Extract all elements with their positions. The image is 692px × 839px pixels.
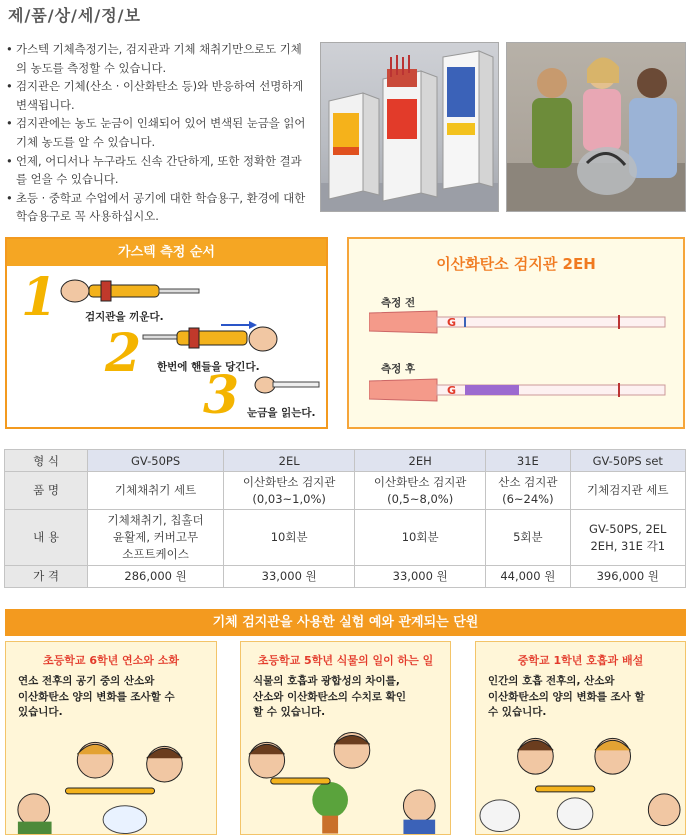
row-header: 가 격 bbox=[5, 566, 88, 588]
column-header: GV-50PS bbox=[88, 450, 224, 472]
table-row bbox=[5, 472, 686, 510]
measurement-steps-panel bbox=[5, 237, 328, 429]
unit-card bbox=[240, 641, 451, 835]
table-cell: 기체채취기 세트 bbox=[88, 472, 224, 510]
unit-title: 초등학교 6학년 연소와 소화 bbox=[42, 654, 180, 667]
feature-item: • 검지관에는 농도 눈금이 인쇄되어 있어 변색된 눈금을 읽어 기체 농도를 알 수 있습니다. bbox=[6, 114, 308, 151]
table-cell: 기체채취기, 칩홀더 윤활제, 커버고무 소프트케이스 bbox=[88, 510, 224, 566]
students-illustration bbox=[507, 43, 686, 212]
step-number: 1 bbox=[21, 267, 58, 328]
unit-description: 인간의 호흡 전후의, 산소와 이산화탄소의 양의 변화를 조사 할 수 있습니다. bbox=[488, 675, 645, 718]
step-label: 검지관을 끼운다. bbox=[85, 311, 164, 323]
table-cell: 10회분 bbox=[355, 510, 486, 566]
co2-tube-panel bbox=[347, 237, 685, 429]
table-cell: GV-50PS, 2EL 2EH, 31E 각1 bbox=[570, 510, 686, 566]
table-cell: 산소 검지관 (6~24%) bbox=[486, 472, 570, 510]
plant-scene-illustration bbox=[241, 730, 450, 835]
tube-before-illustration bbox=[369, 309, 669, 335]
measurement-steps-title: 가스텍 측정 순서 bbox=[7, 239, 326, 266]
table-header-row bbox=[5, 450, 686, 472]
unit-description: 연소 전후의 공기 중의 산소와 이산화탄소 양의 변화를 조사할 수 있습니다. bbox=[18, 675, 175, 718]
feature-list bbox=[6, 40, 308, 226]
column-header: 2EL bbox=[224, 450, 355, 472]
pump-pull-illustration bbox=[137, 319, 287, 359]
table-cell: 기체검지관 세트 bbox=[570, 472, 686, 510]
table-cell: 이산화탄소 검지관 (0,03~1,0%) bbox=[224, 472, 355, 510]
table-cell: 이산화탄소 검지관 (0,5~8,0%) bbox=[355, 472, 486, 510]
step-label: 눈금을 읽는다. bbox=[247, 407, 316, 419]
feature-item: • 가스텍 기체측정기는, 검지관과 기체 채취기만으로도 기체의 농도를 측정할 수 있습니다. bbox=[6, 40, 308, 77]
step-number: 2 bbox=[105, 323, 142, 384]
column-header: GV-50PS set bbox=[570, 450, 686, 472]
table-cell: 5회분 bbox=[486, 510, 570, 566]
price-cell: 396,000 원 bbox=[570, 566, 686, 588]
row-header: 품 명 bbox=[5, 472, 88, 510]
row-header: 내 용 bbox=[5, 510, 88, 566]
respiration-scene-illustration bbox=[476, 730, 685, 835]
feature-item: • 검지관은 기체(산소 · 이산화탄소 등)와 반응하여 선명하게 변색됩니다. bbox=[6, 77, 308, 114]
price-cell: 33,000 원 bbox=[355, 566, 486, 588]
table-cell: 10회분 bbox=[224, 510, 355, 566]
price-cell: 44,000 원 bbox=[486, 566, 570, 588]
spec-table bbox=[4, 449, 686, 588]
column-header: 형 식 bbox=[5, 450, 88, 472]
tube-after-illustration bbox=[369, 377, 669, 403]
page-title: 제/품/상/세/정/보 bbox=[8, 6, 141, 25]
after-label: 측정 후 bbox=[381, 363, 416, 375]
tube-read-illustration bbox=[253, 375, 323, 395]
combustion-scene-illustration bbox=[6, 730, 216, 835]
tube-mark: G bbox=[447, 316, 457, 329]
students-experiment-photo bbox=[506, 42, 686, 212]
price-cell: 33,000 원 bbox=[224, 566, 355, 588]
units-banner: 기체 검지관을 사용한 실험 예와 관계되는 단원 bbox=[5, 609, 686, 636]
tube-mark: G bbox=[447, 384, 457, 397]
table-row bbox=[5, 566, 686, 588]
product-boxes-photo bbox=[320, 42, 499, 212]
pump-insert-illustration bbox=[57, 273, 207, 309]
step-label: 한번에 핸들을 당긴다. bbox=[157, 361, 260, 373]
unit-title: 초등학교 5학년 식물의 일이 하는 일 bbox=[257, 654, 434, 667]
column-header: 31E bbox=[486, 450, 570, 472]
before-label: 측정 전 bbox=[381, 297, 416, 309]
price-cell: 286,000 원 bbox=[88, 566, 224, 588]
column-header: 2EH bbox=[355, 450, 486, 472]
feature-item: • 초등 · 중학교 수업에서 공기에 대한 학습용구, 환경에 대한 학습용구로 꼭 사용하십시오. bbox=[6, 189, 308, 226]
co2-tube-title: 이산화탄소 검지관 2EH bbox=[436, 255, 596, 273]
table-row bbox=[5, 510, 686, 566]
unit-description: 식물의 호흡과 광합성의 차이를, 산소와 이산화탄소의 수치로 확인 할 수 있습니다. bbox=[253, 675, 406, 718]
unit-card bbox=[475, 641, 686, 835]
step-number: 3 bbox=[203, 365, 240, 426]
product-boxes-illustration bbox=[321, 43, 499, 212]
unit-card bbox=[5, 641, 217, 835]
feature-item: • 언제, 어디서나 누구라도 신속 간단하게, 또한 정확한 결과를 얻을 수 있습니다. bbox=[6, 152, 308, 189]
unit-title: 중학교 1학년 호흡과 배설 bbox=[517, 654, 644, 667]
